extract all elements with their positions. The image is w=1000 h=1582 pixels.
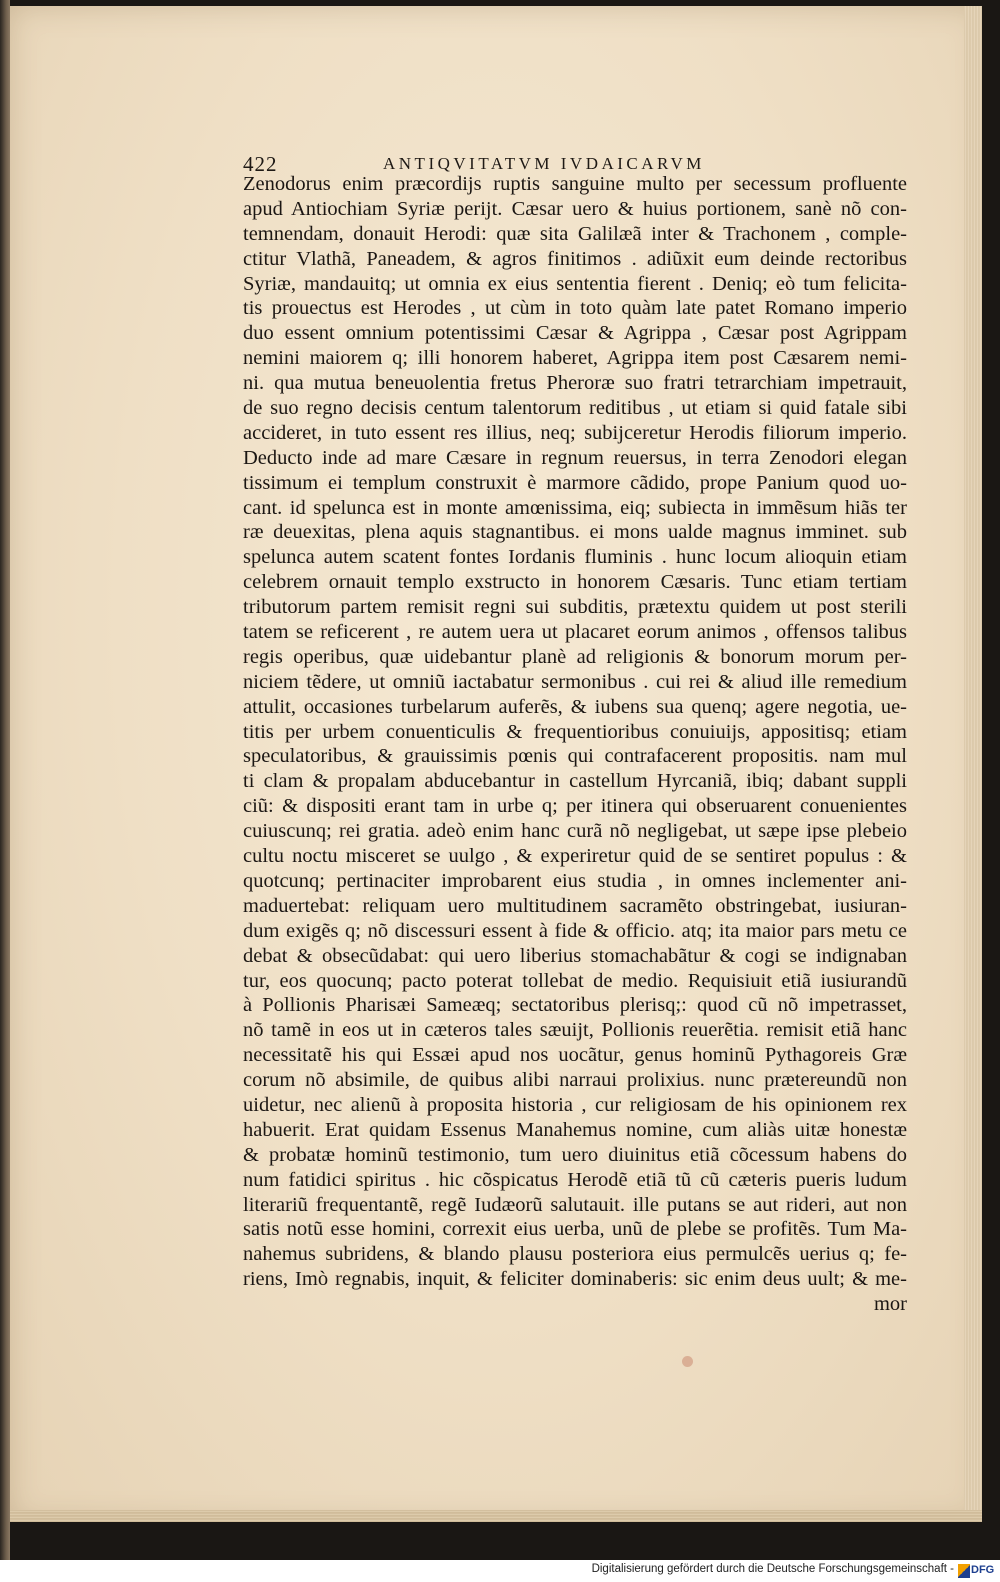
text-line: à Pollionis Pharisæi Sameæq; sectatoribus plerisq;: quod cũ nõ impetrasset, [243,994,907,1017]
text-line: niciem tẽdere, ut omniũ iactabatur sermonibus . cui rei & aliud ille remedium [243,670,907,693]
text-line: habuerit. Erat quidam Essenus Manahemus nomine, cum aliàs uitæ honestæ [243,1118,907,1141]
catchword: mor [873,1293,907,1316]
text-line: tatem se reficerent , re autem uera ut placaret eorum animos , offensos talibus [243,621,907,644]
text-line: titis per urbem conuenticulis & frequentioribus conuiuijs, appositisq; etiam [243,720,907,743]
text-line: riens, Imò regnabis, inquit, & feliciter dominaberis: sic enim deus uult; & me- [243,1268,907,1291]
text-line: ciũ: & dispositi erant tam in urbe q; per itinera qui obseruarent conuenientes [243,795,907,818]
text-line: cant. id spelunca est in monte amœnissima, eiq; subiecta in immẽsum hiãs ter [243,496,907,519]
text-line: ctitur Vlathã, Paneadem, & agros finitimos . adiũxit eum deinde rectoribus [243,247,907,270]
text-line: cultu noctu misceret se uulgo , & experiretur quid de se sentiret populus : & [243,845,907,868]
text-line: speculatoribus, & grauissimis pœnis qui contrafacerent propositis. nam mul [243,745,907,768]
text-line: quotcunq; pertinaciter improbarent eius studia , in omnes inclementer ani- [243,869,907,892]
text-line: Deducto inde ad mare Cæsare in regnum reuersus, in terra Zenodori elegan [243,446,907,469]
text-line: nemini maiorem q; illi honorem haberet, Agrippa item post Cæsarem nemi- [243,347,907,370]
text-line: ræ deuexitas, plena aquis stagnantibus. ei mons ualde magnus imminet. sub [243,521,907,544]
page-edges [964,6,982,1522]
dfg-logo [958,1564,995,1578]
text-line: temnendam, donauit Herodi: quæ sita Galilæã inter & Trachonem , comple- [243,222,907,245]
text-line: maduertebat: reliquam uero multitudinem sacramẽto obstringebat, iusiuran- [243,894,907,917]
text-line: tissimum ei templum construxit è marmore cãdido, prope Panium quod uo- [243,471,907,494]
text-line: apud Antiochiam Syriæ perijt. Cæsar uero & huius portionem, sanè nõ con- [243,197,907,220]
text-body [243,172,907,1317]
text-line: literariũ frequentantẽ, regẽ Iudæorũ salutauit. ille putans se aut rideri, aut non [243,1193,907,1216]
text-line: necessitatẽ his qui Essæi apud nos uocãtur, genus hominũ Pythagoreis Græ [243,1044,907,1067]
text-line: de suo regno decisis centum talentorum reditibus , ut etiam si quid fatale sibi [243,397,907,420]
text-line: attulit, occasiones turbelarum auferẽs, & iubens sua quenq; agere negotia, ue- [243,695,907,718]
text-line: accideret, in tuto essent res illius, neq; subijceretur Herodis filiorum imperio. [243,421,907,444]
text-line: spelunca autem scatent fontes Iordanis fluminis . hunc locum alioquin etiam [243,546,907,569]
book-spine-edge [0,0,10,1560]
funding-notice: Digitalisierung gefördert durch die Deutsche Forschungsgemeinschaft - [591,1563,954,1575]
text-line: regis operibus, quæ uidebantur planè ad religionis & bonorum morum per- [243,645,907,668]
text-line: satis notũ esse homini, correxit eius uerba, unũ de plebe se profitẽs. Tum Ma- [243,1218,907,1241]
text-line: nahemus subridens, & blando plausu posteriora eius permulcẽs uerius q; fe- [243,1243,907,1266]
dfg-logo-icon [958,1564,970,1578]
text-line: Syriæ, mandauitq; ut omnia ex eius sententia fierent . Deniq; eò tum felicita- [243,272,907,295]
text-line: nõ tamẽ in eos ut in cæteros tales sæuijt, Pollionis reuerẽtia. remisit etiã hanc [243,1019,907,1042]
page-bottom-edges [10,1510,982,1522]
text-line: ti clam & propalam abducebantur in castellum Hyrcaniã, ibiq; dabant suppli [243,770,907,793]
text-line: uidetur, nec alienũ à proposita historia , cur religiosam de his opinionem rex [243,1093,907,1116]
running-title: ANTIQVITATVM IVDAICARVM [383,154,705,173]
text-line: ni. qua mutua beneuolentia fretus Pheroræ suo fratri tetrarchiam impetrauit, [243,372,907,395]
text-line: duo essent omnium potentissimi Cæsar & Agrippa , Cæsar post Agrippam [243,322,907,345]
text-line: tur, eos quocunq; pacto poterat tollebat de medio. Requisiuit etiã iusiurandũ [243,969,907,992]
text-line: debat & obsecũdabat: qui uero liberius stomachabãtur & cogi se indignaban [243,944,907,967]
text-line: celebrem ornauit templo exstructo in honorem Cæsaris. Tunc etiam tertiam [243,571,907,594]
text-line: tributorum partem remisit regni sui subditis, prætextu quidem ut post sterili [243,596,907,619]
page-number: 422 [243,152,278,176]
page-stain [682,1356,693,1367]
text-line: dum exigẽs q; nõ discessuri essent à fide & officio. atq; ita maior pars metu ce [243,919,907,942]
text-line: Zenodorus enim præcordijs ruptis sanguine multo per secessum profluente [243,173,907,195]
text-line: cuiuscunq; rei gratia. adeò enim hanc curã nõ negligebat, ut sæpe ipse plebeio [243,820,907,843]
text-line: & probatæ hominũ testimonio, tum uero diuinitus etiã cõcessum habens do [243,1143,907,1166]
footer-bar [0,1560,1000,1582]
text-line: num fatidici spiritus . hic cõspicatus Herodẽ etiã tũ cũ cæteris pueris ludum [243,1168,907,1191]
dfg-logo-text: DFG [971,1564,995,1576]
text-line: corum nõ absimile, de quibus alibi narraui prolixius. nunc prætereundũ non [243,1069,907,1092]
text-line: tis prouectus est Herodes , ut cùm in toto quàm late patet Romano imperio [243,297,907,320]
